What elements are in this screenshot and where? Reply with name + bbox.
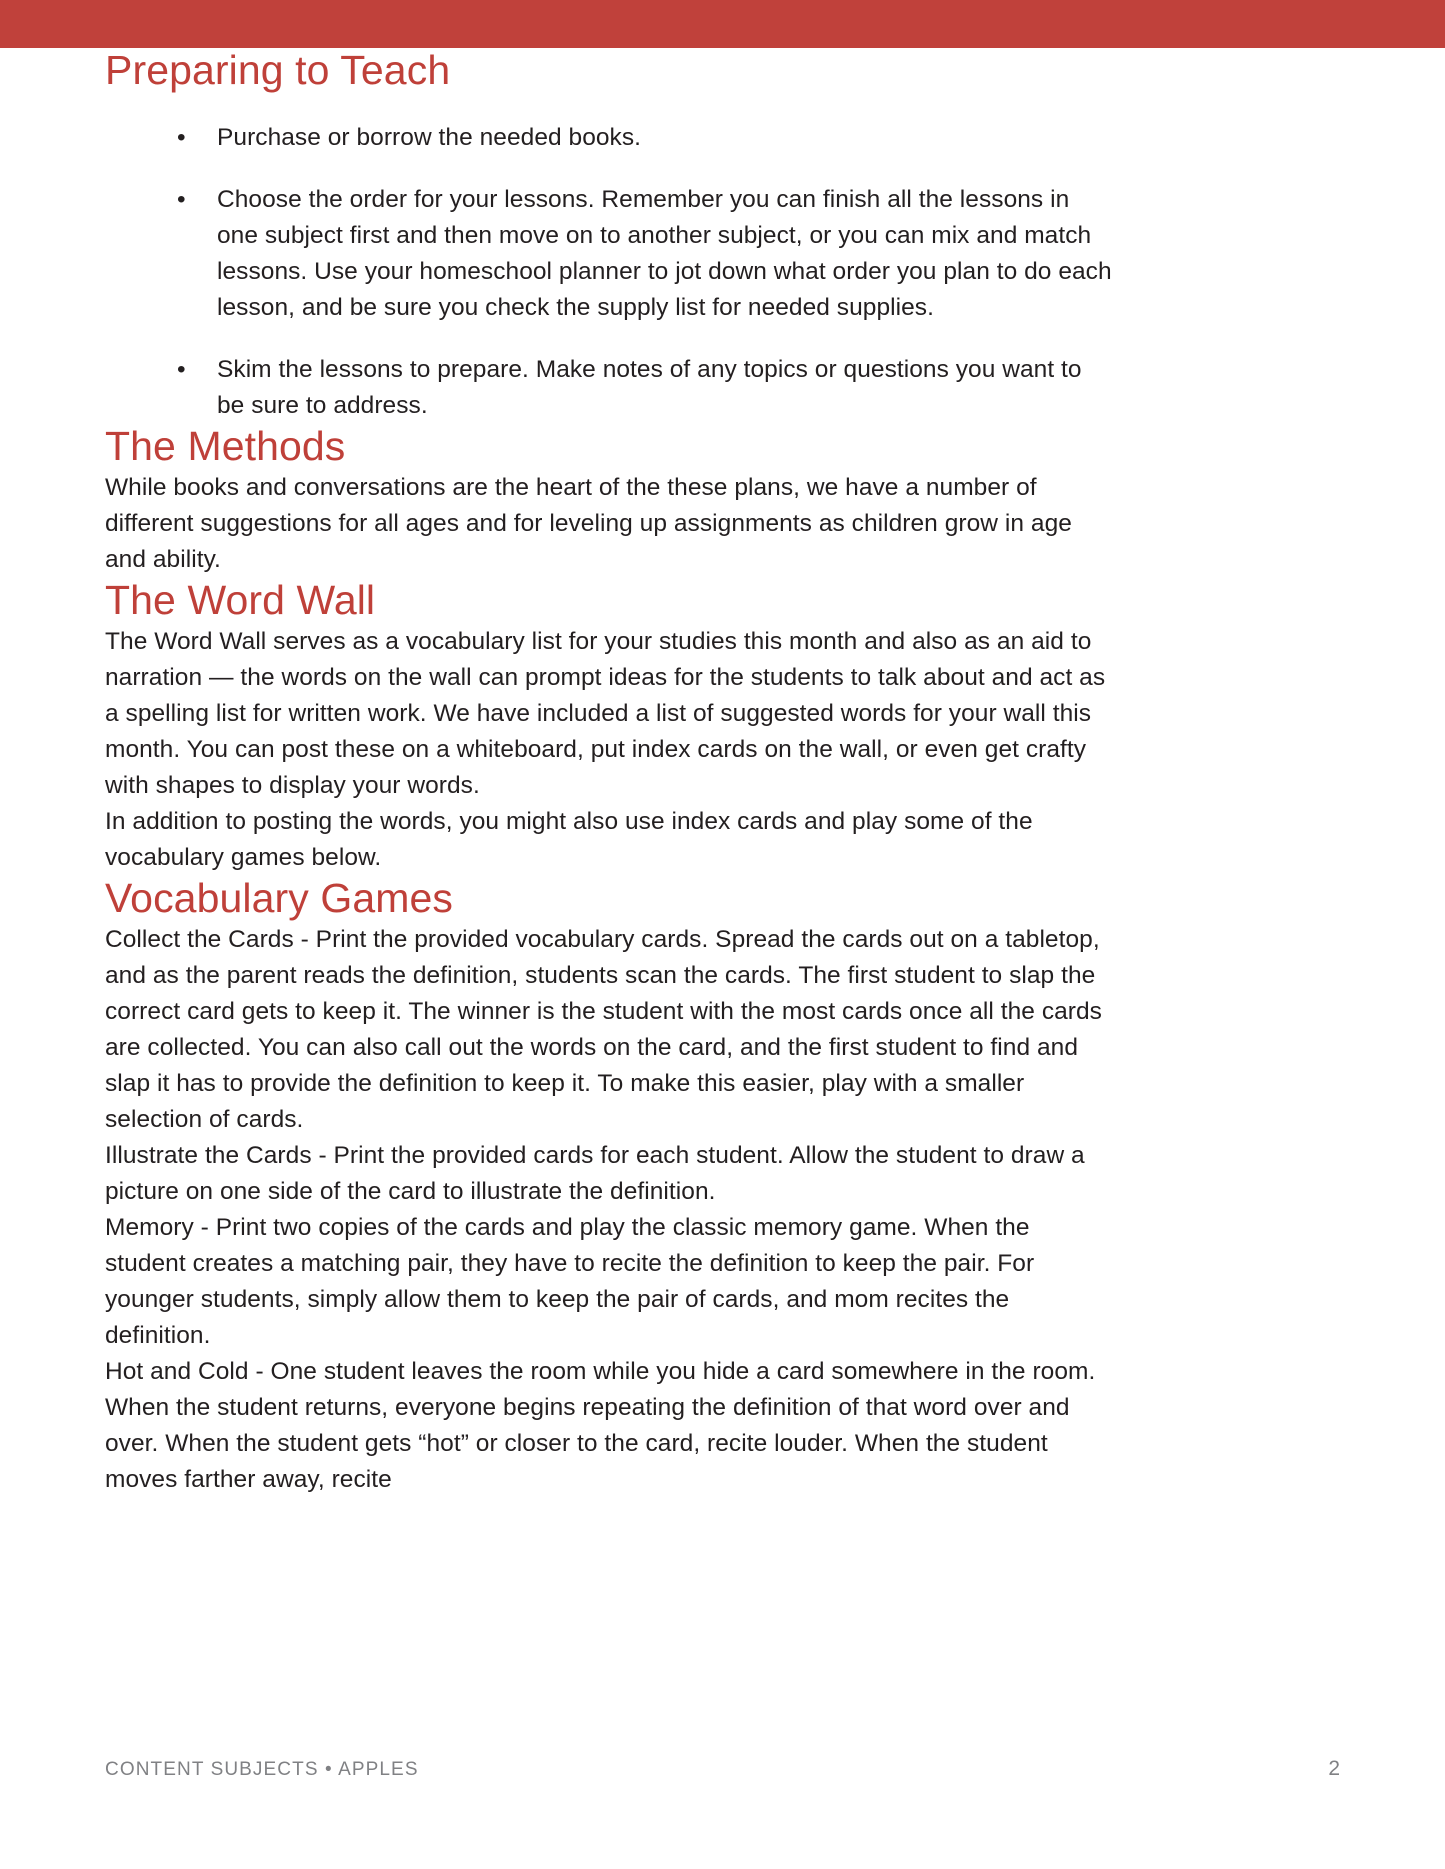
list-item-text: Choose the order for your lessons. Remember you can finish all the lessons in one subject first and then move on to another subject, or you can mix and match lessons. Use your homeschool planner to jot down what order you plan to do each lesson, and be sure you check the supply list for needed supplies. (217, 185, 1112, 321)
list-item (105, 120, 1115, 156)
game-illustrate-the-cards: Illustrate the Cards - Print the provided cards for each student. Allow the student to draw a picture on one side of the card to illustrate the definition. (105, 1141, 1085, 1205)
list-item-text: Purchase or borrow the needed books. (217, 123, 642, 151)
game-hot-and-cold: Hot and Cold - One student leaves the room while you hide a card somewhere in the room. When the student returns, everyone begins repeating the definition of that word over and over. When the student gets “hot” or closer to the card, recite louder. When the student moves farther away, recite (105, 1357, 1096, 1493)
page-footer (105, 1757, 1340, 1781)
word-wall-paragraph-1: The Word Wall serves as a vocabulary list for your studies this month and also as an aid to narration — the words on the wall can prompt ideas for the students to talk about and act as a spelling list for written work. We have included a list of suggested words for your wall this month. You can post these on a whiteboard, put index cards on the wall, or even get crafty with shapes to display your words. (105, 627, 1106, 799)
word-wall-paragraph-2: In addition to posting the words, you might also use index cards and play some of the vocabulary games below. (105, 807, 1033, 871)
list-item (105, 182, 1115, 326)
heading-the-methods: The Methods (105, 422, 346, 469)
preparing-bullet-list (105, 120, 1115, 424)
document-content (105, 48, 1115, 1498)
bullet-icon: • (177, 185, 186, 213)
game-collect-the-cards: Collect the Cards - Print the provided vocabulary cards. Spread the cards out on a tabletop, and as the parent reads the definition, students scan the cards. The first student to slap the correct card gets to keep it. The winner is the student with the most cards once all the cards are collected. You can also call out the words on the card, and the first student to find and slap it has to provide the definition to keep it. To make this easier, play with a smaller selection of cards. (105, 925, 1102, 1133)
list-item (105, 352, 1115, 424)
heading-the-word-wall: The Word Wall (105, 576, 376, 623)
list-item-text: Skim the lessons to prepare. Make notes of any topics or questions you want to be sure to address. (217, 355, 1082, 419)
page-number: 2 (1328, 1757, 1340, 1780)
vocabulary-games-body (105, 922, 1117, 1498)
methods-paragraph: While books and conversations are the heart of the these plans, we have a number of different suggestions for all ages and for leveling up assignments as children grow in age and ability. (105, 473, 1072, 573)
top-banner (0, 0, 1445, 48)
heading-vocabulary-games: Vocabulary Games (105, 874, 453, 921)
footer-label: CONTENT SUBJECTS • APPLES (105, 1759, 419, 1780)
heading-preparing-to-teach: Preparing to Teach (105, 47, 451, 93)
bullet-icon: • (177, 355, 186, 383)
bullet-icon: • (177, 123, 186, 151)
game-memory: Memory - Print two copies of the cards and play the classic memory game. When the student creates a matching pair, they have to recite the definition to keep the pair. For younger students, simply allow them to keep the pair of cards, and mom recites the definition. (105, 1213, 1035, 1349)
